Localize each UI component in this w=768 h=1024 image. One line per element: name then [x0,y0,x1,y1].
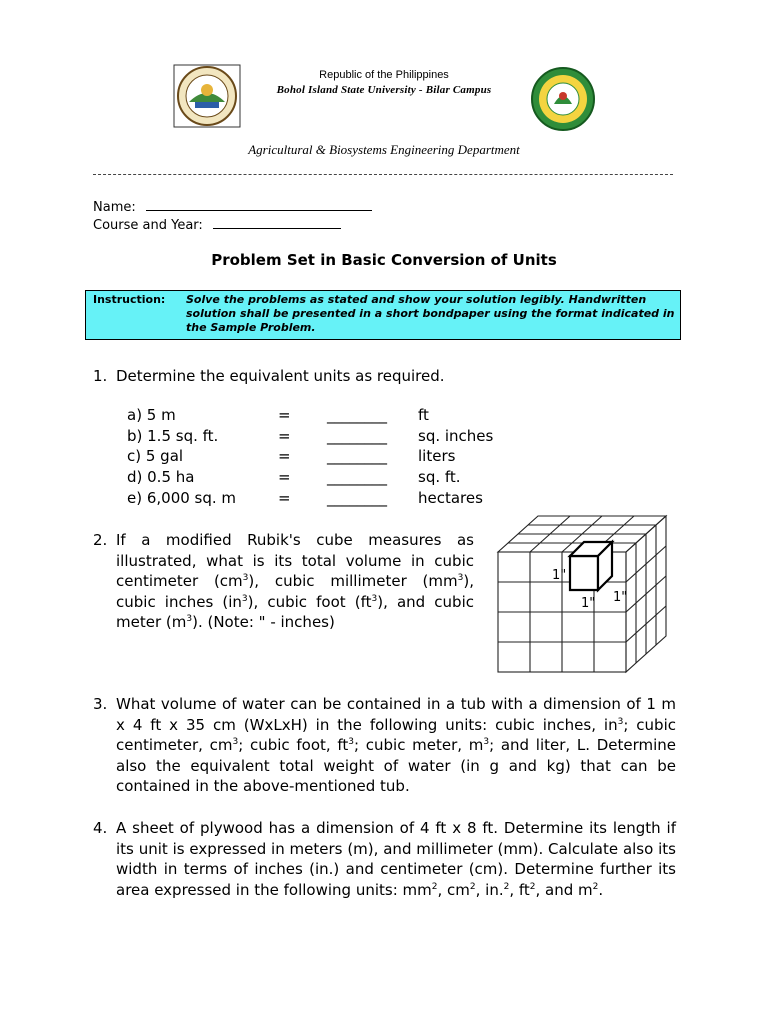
cube-label-depth: 1" [613,590,628,605]
q1-row-e-unit: hectares [418,489,483,507]
university-heading: Bohol Island State University - Bilar Campus [276,84,492,96]
q2-text [116,530,474,633]
course-blank[interactable] [213,216,341,229]
q1-row-a-blank[interactable]: ________ [327,406,387,424]
course-field[interactable] [93,216,341,233]
q1-row-a-label: a) 5 m [127,406,176,424]
q1-row-a-eq: = [278,406,291,424]
q1-row-b-unit: sq. inches [418,427,494,445]
q2-line-4: cubic inches $(in^3)$, cubic foot $(ft^3)$, and cubic [116,592,474,611]
q2-line-3: centimeter $(cm^3)$, cubic millimeter $(mm^3)$, [116,572,474,590]
q1-row-d-eq: = [278,468,291,486]
header-divider [93,174,673,175]
rubiks-cube-figure [490,510,680,684]
name-field[interactable] [93,198,372,215]
q2-line-1: If a modified Rubik's cube measures as [116,531,474,549]
q1-row-c-eq: = [278,447,291,465]
cube-label-width: 1" [581,596,596,611]
page-title: Problem Set in Basic Conversion of Units [211,251,557,269]
q1-row-e-blank[interactable]: ________ [327,489,387,507]
q1-row-c-blank[interactable]: ________ [327,447,387,465]
q3-text: What volume of water can be contained in a tub with a dimension of 1 m x 4 ft x 35 cm (WxLxH) in the following units: cubic inches, $in^3$; cubic centimeter, $cm^3$; cubic foot, $ft^3$; cubic meter, $m^3$; and liter, L. Determine also the equivalent total weight of water (in g and kg) that can be contained in the above-mentioned tub. [116,695,676,795]
q1-row-b-blank[interactable]: ________ [327,427,387,445]
q1-row-c-unit: liters [418,447,456,465]
q1-row-c-label: c) 5 gal [127,447,184,465]
q4-number: 4. [93,819,108,837]
q1-row-a-unit: ft [418,406,429,424]
q1-row-e-eq: = [278,489,291,507]
q1-row-d-unit: sq. ft. [418,468,461,486]
q2-line-2: illustrated, what is its total volume in cubic [116,551,474,570]
q2-line-5: meter $(m^3)$. (Note: " - inches) [116,613,335,631]
instruction-text: Solve the problems as stated and show your solution legibly. Handwritten solution shall be presented in a short bondpaper using the format indicated in the Sample Problem. [186,293,675,334]
q1-row-b-label: b) 1.5 sq. ft. [127,427,219,445]
q1-row-e-label: e) 6,000 sq. m [127,489,237,507]
republic-heading: Republic of the Philippines [319,69,449,81]
q1-text: Determine the equivalent units as required. [116,367,445,385]
name-blank[interactable] [146,198,372,211]
cube-label-height: 1" [552,568,567,583]
q1-number: 1. [93,367,108,385]
q1-row-d-label: d) 0.5 ha [127,468,195,486]
department-heading: Agricultural & Biosystems Engineering Department [248,142,520,157]
name-label: Name: [93,200,136,215]
q4-text: A sheet of plywood has a dimension of 4 ft x 8 ft. Determine its length if its unit is expressed in meters (m), and millimeter (mm). Calculate also its width in terms of inches (in.) and centimeter (cm). Determine further its area expressed in the following units: $mm^2$, $cm^2$, in.$^2$, $ft^2$, and $m^2$. [116,819,676,899]
instruction-label: Instruction: [93,293,166,306]
q1-row-d-blank[interactable]: ________ [327,468,387,486]
course-label: Course and Year: [93,218,203,233]
q2-number: 2. [93,531,108,549]
q3-number: 3. [93,695,108,713]
q1-row-b-eq: = [278,427,291,445]
